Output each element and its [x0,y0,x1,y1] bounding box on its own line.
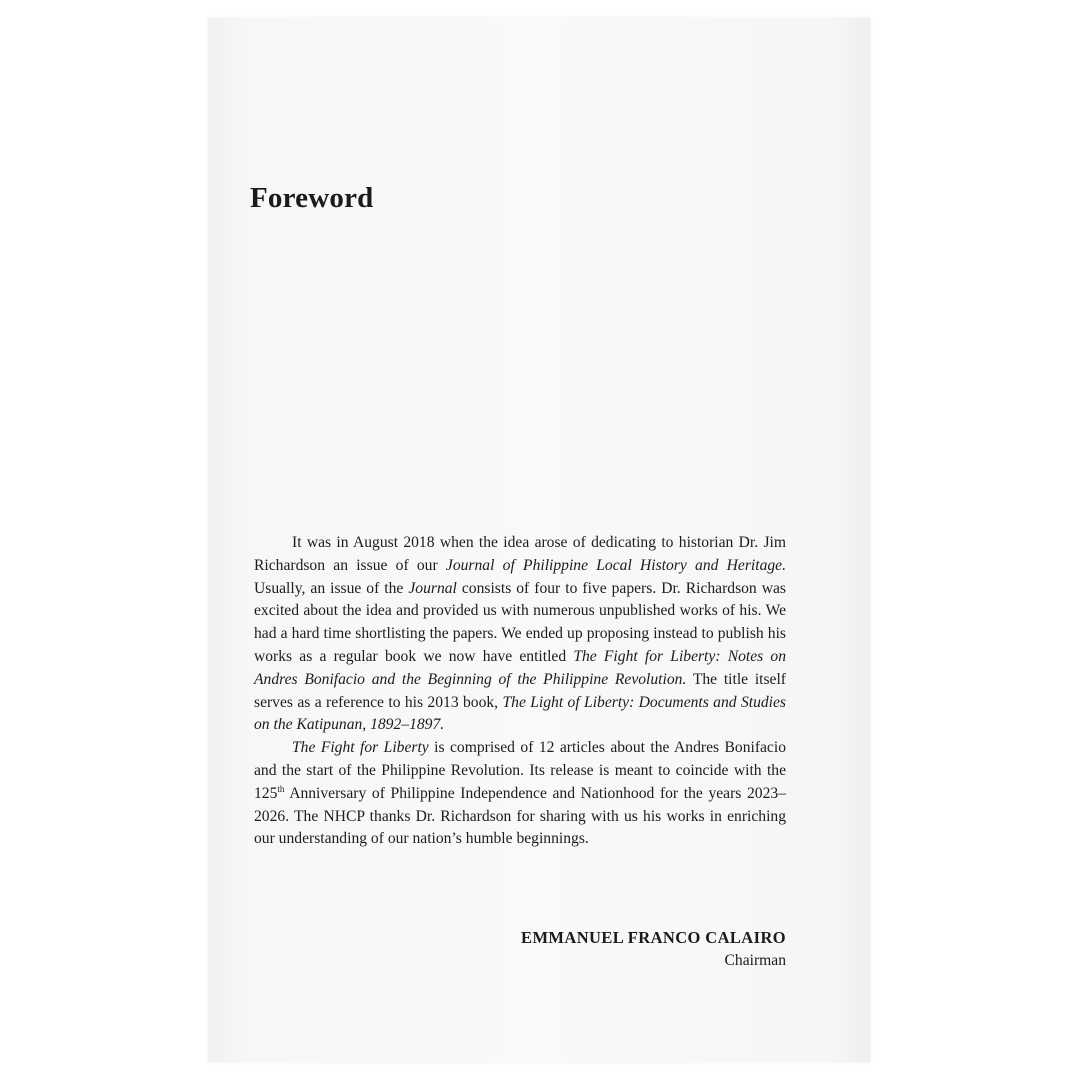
paragraph-1-text-1: It was in August 2018 when the idea arose of dedicating to historian Dr. Jim Richardson an issue of our [254,534,786,574]
signature-block [521,926,786,972]
journal-title-italic: Journal of Philippine Local History and Heritage. [445,556,786,574]
book-title-italic: The Fight for Liberty: Notes on Andres Bonifacio and the Beginning of the Philippine Revolution. [254,647,787,688]
page-title: Foreword [250,182,374,214]
journal-italic: Journal [408,579,457,597]
foreword-body [254,532,786,851]
paragraph-2-text-1: is comprised of 12 articles about the Andres Bonifacio and the start of the Philippine Revolution. Its release is meant to coincide with the 125 [254,739,786,802]
book-page [208,18,870,1062]
paragraph-1-text-3: consists of four to five papers. Dr. Richardson was excited about the idea and provided us with numerous unpublished works of his. We had a hard time shortlisting the papers. We ended up proposing instead to publish his works as a regular book we now have entitled [254,579,786,665]
reference-book-title-italic: The Light of Liberty: Documents and Studies on the Katipunan, 1892–1897. [254,693,786,734]
signatory-title: Chairman [724,952,786,969]
ordinal-superscript: th [277,783,285,794]
paragraph-1-text-2: Usually, an issue of the [254,579,409,597]
paragraph-2-text-2: Anniversary of Philippine Independence and Nationhood for the years 2023–2026. The NHCP thanks Dr. Richardson for sharing with us his works in enriching our understanding of our nation’s humble beginnings. [254,784,786,848]
signatory-name: EMMANUEL FRANCO CALAIRO [521,928,786,947]
book-title-short-italic: The Fight for Liberty [292,739,429,757]
paragraph-1-text-4: The title itself serves as a reference to his 2013 book, [254,670,786,711]
paragraph-2 [254,737,786,851]
page-content [208,18,870,1062]
paragraph-1 [254,532,786,737]
